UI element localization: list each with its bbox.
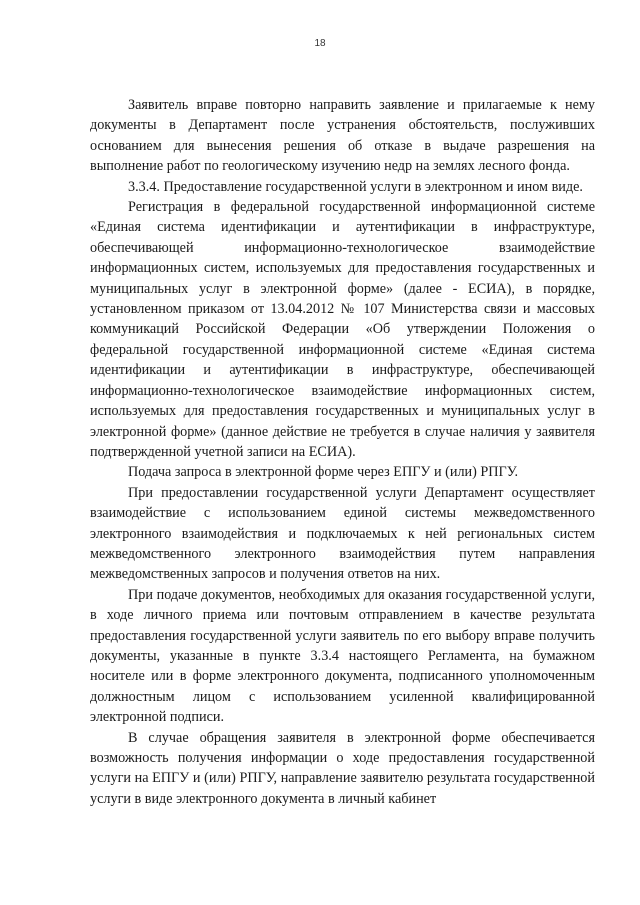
paragraph-esia-registration: Регистрация в федеральной государственной информационной системе «Единая система идентификации и аутентификации в инфраструктуре, обеспечивающей информационно-технологическое взаимодействие информационных систем, используемых для предоставления государственных и муниципальных услуг в электронной форме» (далее - ЕСИА), в порядке, установленном приказом от 13.04.2012 № 107 Министерства связи и массовых коммуникаций Российской Федерации «Об утверждении Положения о федеральной государственной информационной системе «Единая система идентификации и аутентификации в инфраструктуре, обеспечивающей информационно-технологическое взаимодействие информационных систем, используемых для предоставления государственных и муниципальных услуг в электронной форме» (данное действие не требуется в случае наличия у заявителя подтвержденной учетной записи на ЕСИА). (90, 199, 595, 460)
paragraph-section-3-3-4: 3.3.4. Предоставление государственной услуги в электронном и ином виде. (128, 178, 583, 195)
paragraph-reapply: Заявитель вправе повторно направить заявление и прилагаемые к нему документы в Департамент после устранения обстоятельств, послуживших основанием для вынесения решения об отказе в выдаче разрешения на выполнение работ по геологическому изучению недр на землях лесного фонда. (90, 97, 595, 175)
paragraph-document-submission: При подаче документов, необходимых для оказания государственной услуги, в ходе личного приема или почтовым отправлением в качестве результата предоставления государственной услуги заявитель по его выбору вправе получить документы, указанные в пункте 3.3.4 настоящего Регламента, на бумажном носителе или в форме электронного документа, подписанного уполномоченным должностным лицом с использованием усиленной квалифицированной электронной подписи. (90, 586, 595, 726)
paragraph-electronic-request: Подача запроса в электронной форме через ЕПГУ и (или) РПГУ. (128, 464, 519, 481)
page-number: 18 (314, 38, 326, 49)
document-body (90, 95, 595, 809)
paragraph-electronic-status: В случае обращения заявителя в электронной форме обеспечивается возможность получения информации о ходе предоставления государственной услуги на ЕПГУ и (или) РПГУ, направление заявителю результата государственной услуги в виде электронного документа в личный кабинет (90, 729, 595, 807)
paragraph-interagency-interaction: При предоставлении государственной услуги Департамент осуществляет взаимодействие с использованием единой системы межведомственного электронного взаимодействия и подключаемых к ней региональных систем межведомственного электронного взаимодействия путем направления межведомственных запросов и получения ответов на них. (90, 484, 595, 583)
